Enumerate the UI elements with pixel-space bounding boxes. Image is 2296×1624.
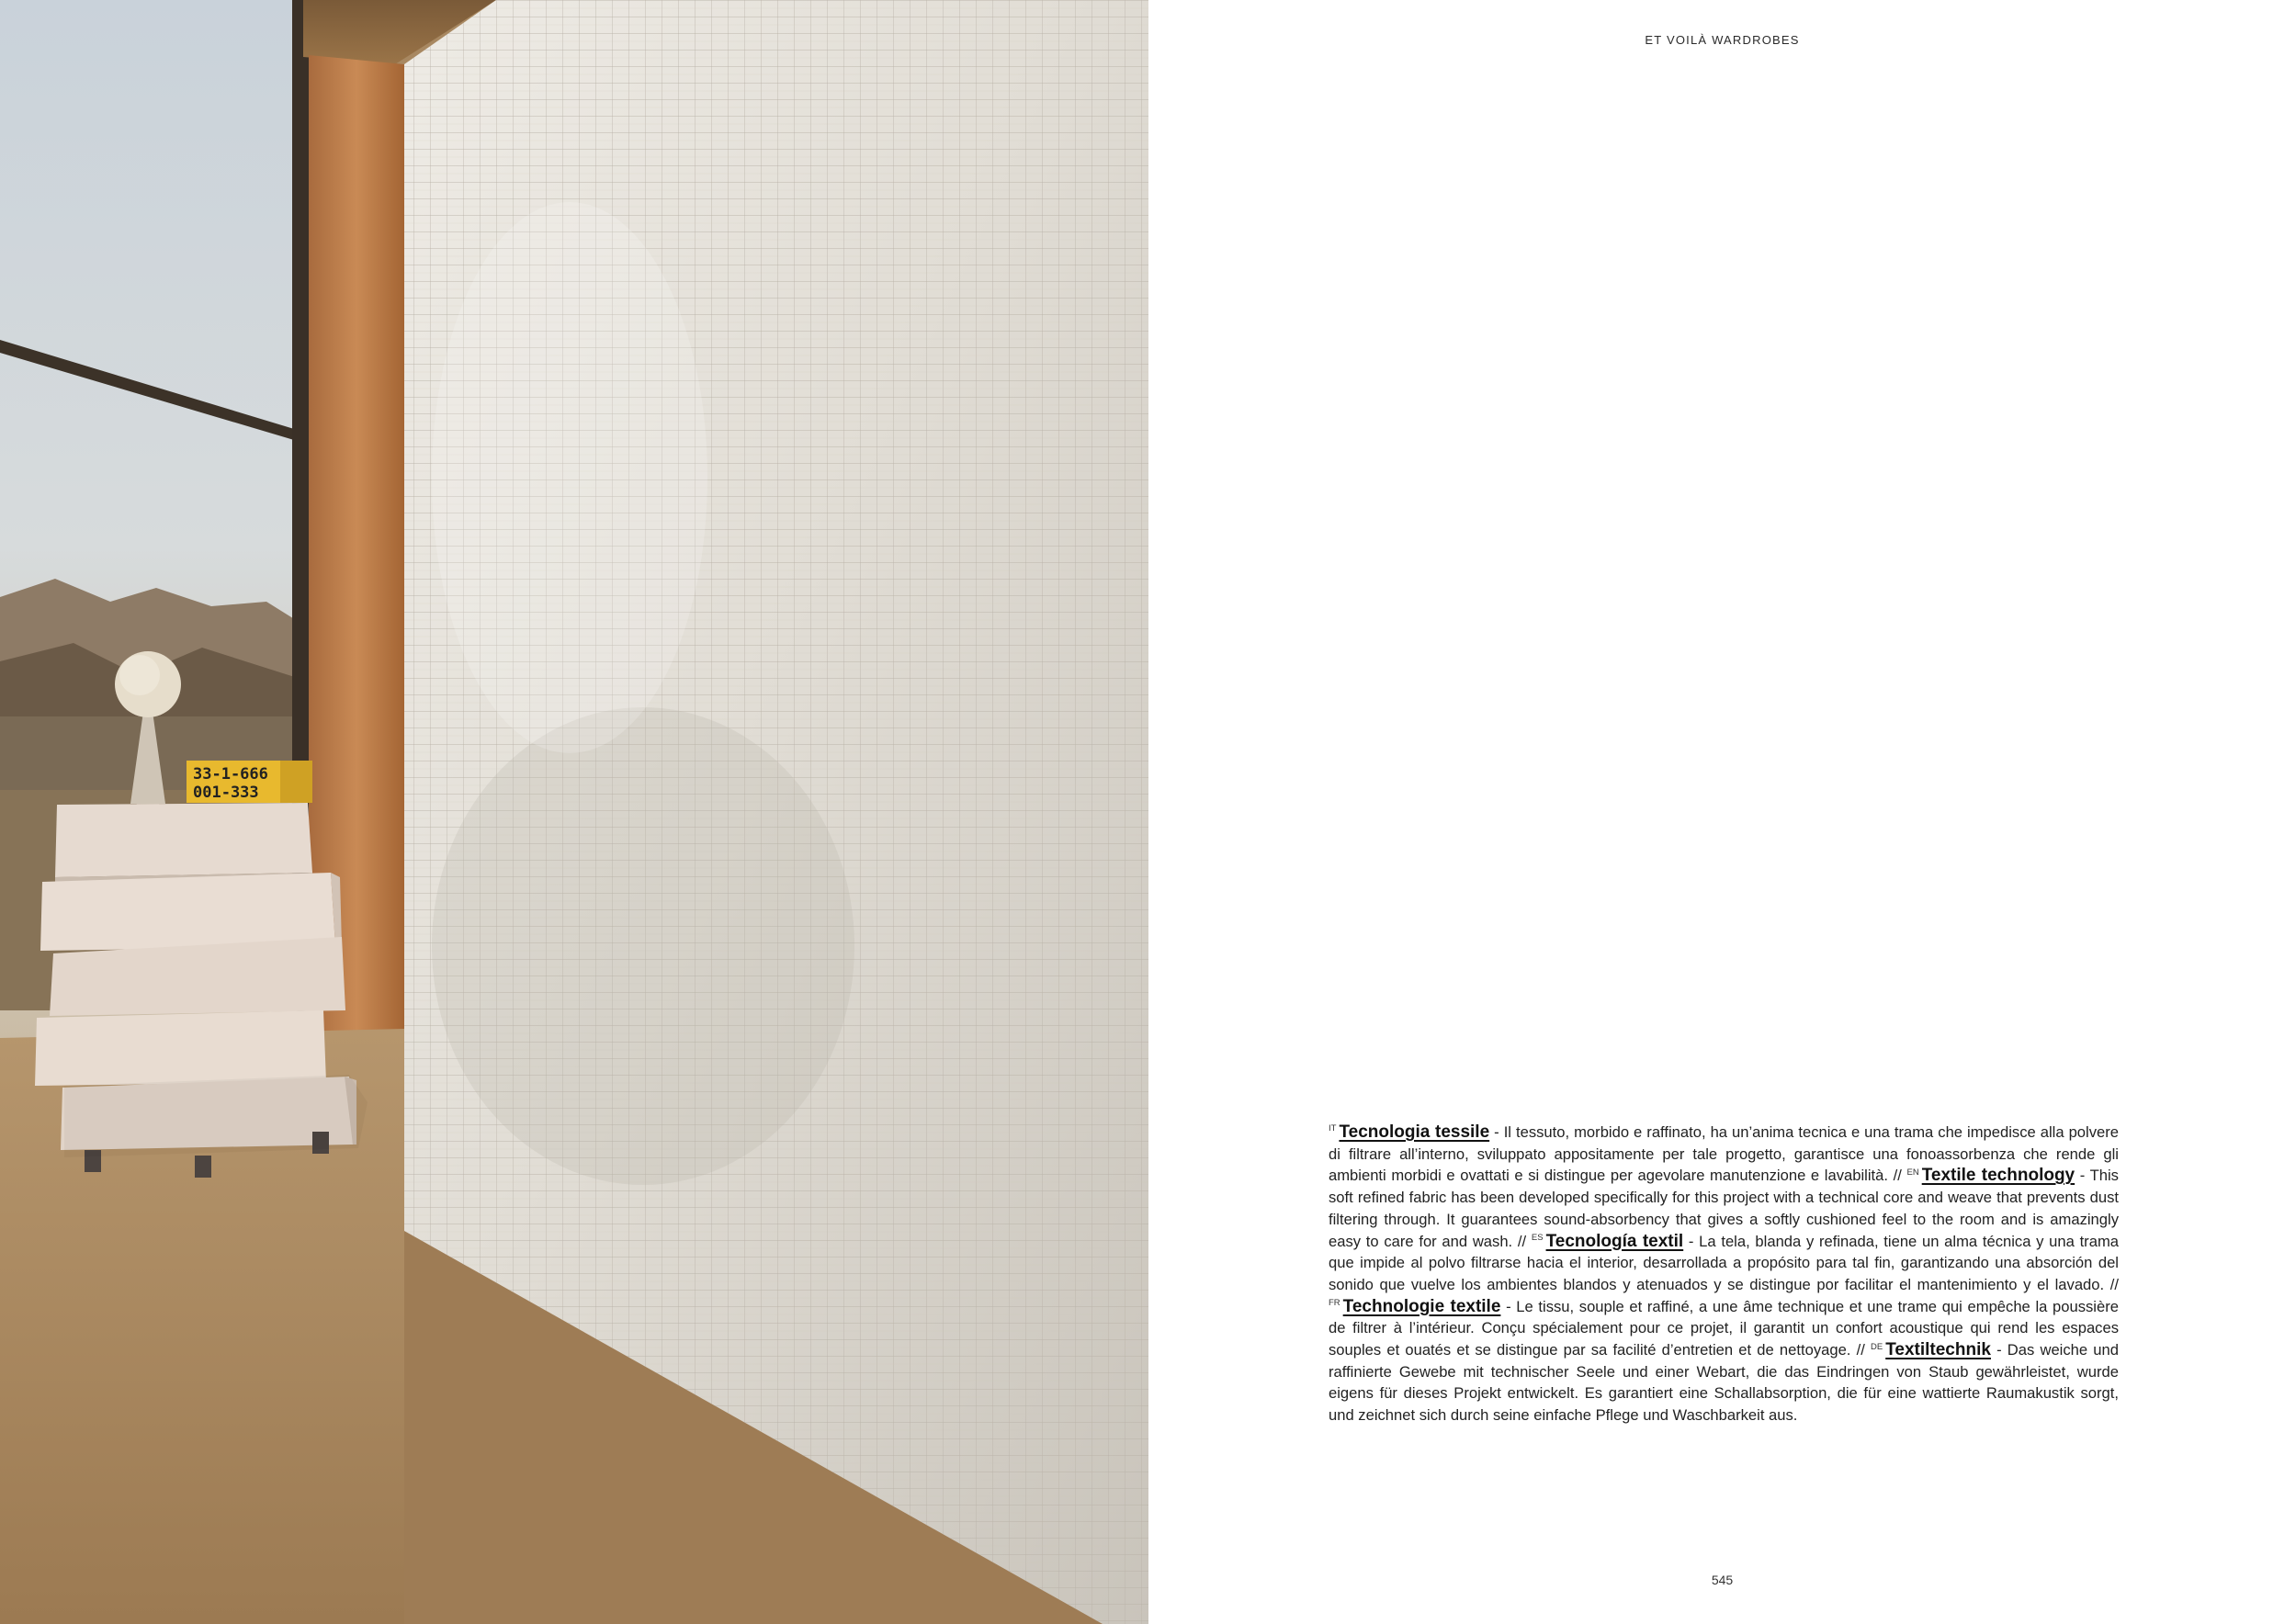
separator: // — [2109, 1275, 2119, 1293]
lang-tag-de: DE — [1871, 1341, 1883, 1352]
text-de: - Das weiche und raffinierte Gewebe mit technischer Seele und einer Webart, die das Eindringen von Staub gewährleistet, wurde eigens für dieses Projekt entwickelt. Es garantiert eine Schallabsorption, die für eine wattierte Raumakustik sorgt, und zeichnet sich durch seine einfache Pflege und Waschbarkeit aus. — [1329, 1341, 2119, 1425]
text-es: - La tela, blanda y refinada, tiene un alma técnica y una trama que impide al polvo filtrarse hacia el interior, desarrollada a propósito para tal fin, garantizando una absorción del sonido que vuelve los ambientes blandos y atenuados y se distingue por facilitar el mantenimiento y el lavado. — [1329, 1232, 2119, 1293]
lang-tag-it: IT — [1329, 1123, 1337, 1134]
box-label-top: 33-1-666 — [193, 765, 268, 784]
text-en: - This soft refined fabric has been developed specifically for this project with a technical core and weave that prevents dust filtering through. It guarantees sound-absorbency that gives a softly cushioned feel to the room and is amazingly easy to care for and wash. — [1329, 1167, 2119, 1250]
heading-en: Textile technology — [1921, 1166, 2075, 1186]
page-number: 545 — [1711, 1573, 1734, 1587]
running-header: ET VOILÀ WARDROBES — [1645, 33, 1800, 47]
heading-es: Tecnología textil — [1545, 1231, 1684, 1251]
lang-tag-fr: FR — [1329, 1298, 1340, 1309]
heading-fr: Technologie textile — [1342, 1296, 1501, 1316]
separator: // — [1893, 1167, 1902, 1185]
separator: // — [1856, 1341, 1865, 1359]
text-fr: - Le tissu, souple et raffiné, a une âme technique et une trame qui empêche la poussière de filtrer à l’intérieur. Conçu spécialement pour ce projet, il garantit un confort acoustique qui rend les espaces souples et ouatés et se distingue par sa facilité d’entretien et de nettoyage. — [1329, 1297, 2119, 1359]
box-label-bottom: 001-333 — [193, 784, 259, 802]
separator: // — [1517, 1232, 1527, 1250]
text-it: - Il tessuto, morbido e raffinato, ha un’anima tecnica e una trama che impedisce alla polvere di filtrare all’interno, sviluppato appositamente per tale progetto, garantisce una fonoassorbenza che rende gli ambienti morbidi e ovattati e si distingue per agevolare manutenzione e lavabilità. — [1329, 1123, 2119, 1185]
heading-it: Tecnologia tessile — [1339, 1122, 1490, 1142]
heading-de: Textiltechnik — [1885, 1340, 1991, 1360]
body-text — [1329, 1122, 2119, 1427]
text-page — [1148, 0, 2296, 1624]
lang-tag-es: ES — [1531, 1232, 1544, 1243]
lang-tag-en: EN — [1906, 1167, 1919, 1178]
